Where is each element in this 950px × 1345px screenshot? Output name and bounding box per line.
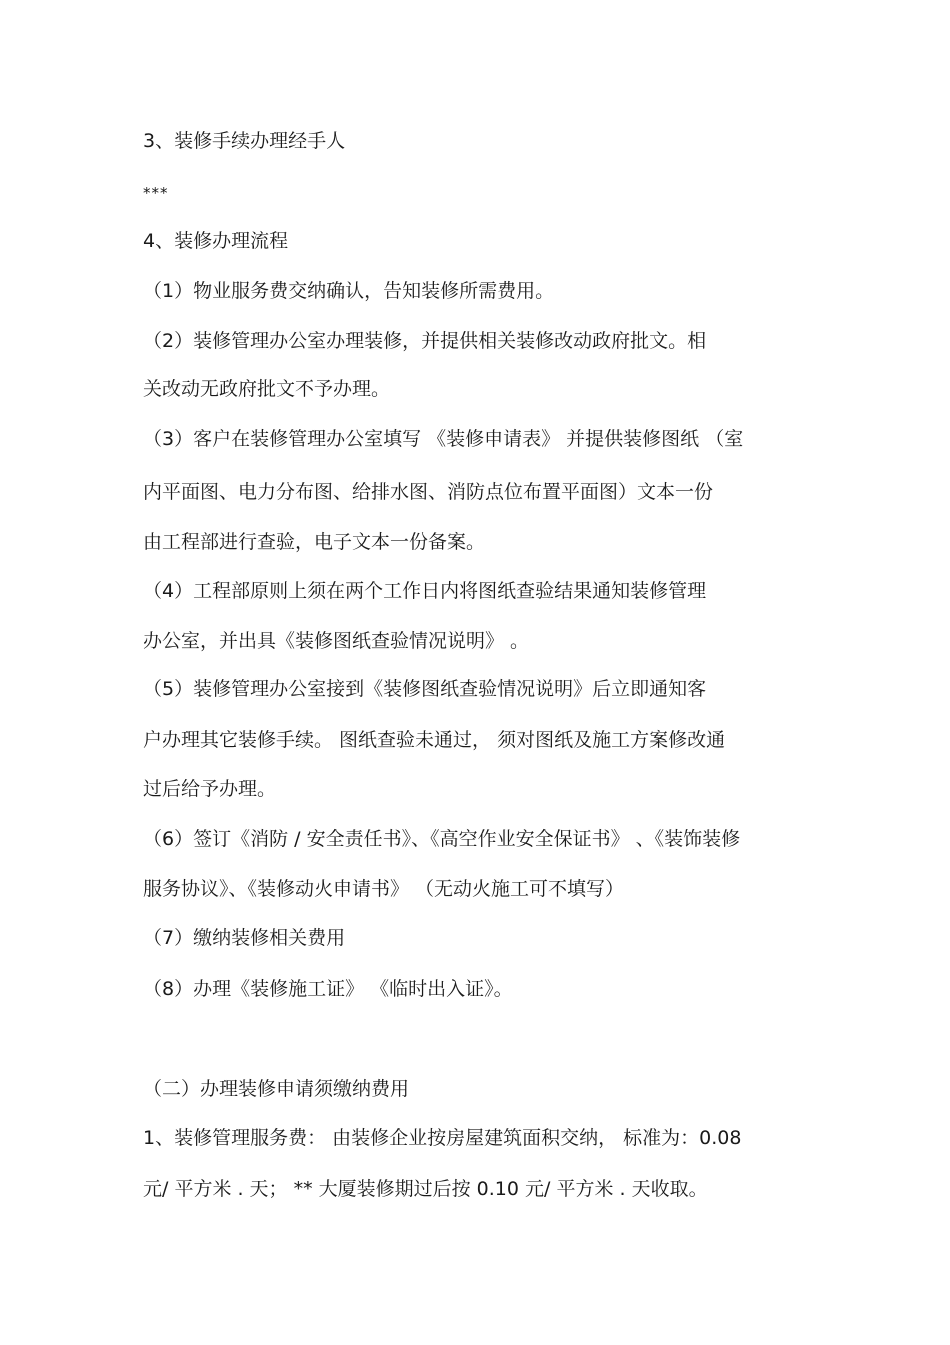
fee-1-line-2: 元/ 平方米 . 天； ** 大厦装修期过后按 0.10 元/ 平方米 . 天收取。 [143,1178,708,1200]
step-8: （8）办理《装修施工证》 《临时出入证》。 [143,978,513,1000]
step-3-line-1: （3）客户在装修管理办公室填写 《装修申请表》 并提供装修图纸 （室 [143,428,744,450]
heading-handler: 3、装修手续办理经手人 [143,130,346,152]
step-7: （7）缴纳装修相关费用 [143,927,346,949]
step-6-line-2: 服务协议》、《装修动火申请书》 （无动火施工可不填写） [143,878,625,900]
fee-1-line-1: 1、装修管理服务费： 由装修企业按房屋建筑面积交纳， 标准为：0.08 [143,1127,742,1149]
handler-name: *** [143,184,169,202]
step-4-line-2: 办公室，并出具《装修图纸查验情况说明》 。 [143,630,530,652]
step-6-line-1: （6）签订《消防 / 安全责任书》、《高空作业安全保证书》 、《装饰装修 [143,828,741,850]
step-2-line-2: 关改动无政府批文不予办理。 [143,378,391,400]
step-5-line-3: 过后给予办理。 [143,778,277,800]
step-2-line-1: （2）装修管理办公室办理装修，并提供相关装修改动政府批文。相 [143,330,707,352]
step-4-line-1: （4）工程部原则上须在两个工作日内将图纸查验结果通知装修管理 [143,580,707,602]
heading-process: 4、装修办理流程 [143,230,289,252]
step-5-line-1: （5）装修管理办公室接到《装修图纸查验情况说明》后立即通知客 [143,678,707,700]
step-1: （1）物业服务费交纳确认，告知装修所需费用。 [143,280,555,302]
step-3-line-2: 内平面图、电力分布图、给排水图、消防点位布置平面图）文本一份 [143,481,714,503]
step-3-line-3: 由工程部进行查验，电子文本一份备案。 [143,531,486,553]
step-5-line-2: 户办理其它装修手续。 图纸查验未通过， 须对图纸及施工方案修改通 [143,729,726,751]
section-fees-heading: （二）办理装修申请须缴纳费用 [143,1078,410,1100]
